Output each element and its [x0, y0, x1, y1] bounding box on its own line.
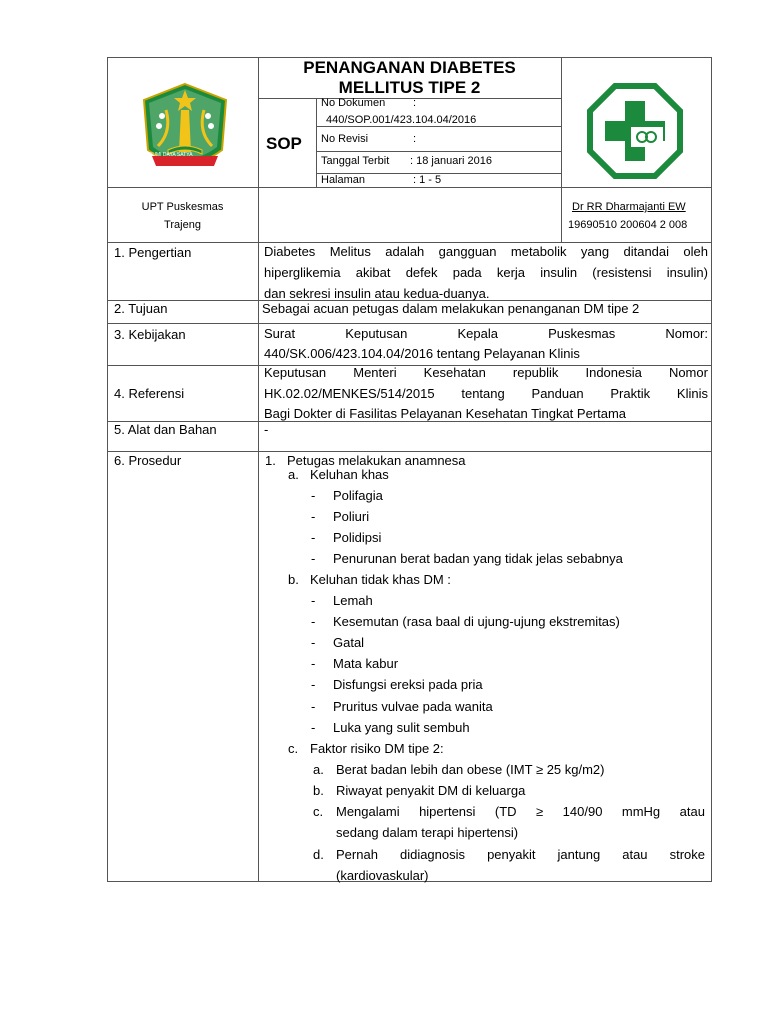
- title-divider: [258, 98, 561, 99]
- word: hipertensi: [419, 804, 476, 819]
- org-name-line1: UPT Puskesmas: [141, 201, 224, 213]
- risk-d-marker: d.: [313, 847, 324, 862]
- word: Surat: [264, 326, 296, 341]
- bullet-dash: -: [311, 551, 316, 566]
- policy-line2: 440/SK.006/423.104.04/2016 tentang Pelayanan Klinis: [264, 346, 580, 361]
- section-label-pengertian: 1. Pengertian: [114, 245, 192, 260]
- word: mmHg: [621, 804, 661, 819]
- word: stroke: [669, 847, 705, 862]
- word: Mengalami: [336, 804, 400, 819]
- reference-line2: [264, 386, 708, 401]
- list-item: Pruritus vulvae pada wanita: [333, 698, 493, 714]
- row-line-1: [107, 242, 712, 243]
- word: tentang: [461, 386, 505, 401]
- risk-a-text: Berat badan lebih dan obese (IMT ≥ 25 kg/m2): [336, 762, 605, 777]
- sub-c-marker: c.: [288, 741, 299, 756]
- reference-line3: Bagi Dokter di Fasilitas Pelayanan Kesehatan Tingkat Pertama: [264, 406, 627, 421]
- label-column-divider: [258, 242, 259, 882]
- issue-date-label: Tanggal Terbit: [321, 155, 390, 167]
- section-label-tujuan: 2. Tujuan: [114, 301, 168, 316]
- word: Puskesmas: [548, 326, 616, 341]
- bullet-dash: -: [311, 530, 316, 545]
- sub-b-marker: b.: [288, 572, 299, 587]
- row-line-6: [107, 451, 712, 452]
- list-item: Poliuri: [333, 509, 370, 524]
- word: yang: [580, 244, 610, 259]
- list-item: Mata kabur: [333, 656, 399, 672]
- puskesmas-logo-icon: [587, 83, 683, 179]
- definition-line2: [264, 265, 708, 280]
- header-divider-right: [561, 57, 562, 243]
- bullet-dash: -: [311, 719, 316, 735]
- list-item: Disfungsi ereksi pada pria: [333, 677, 483, 693]
- sub-a-marker: a.: [288, 467, 299, 482]
- word: atau: [622, 847, 648, 862]
- seal-banner-text: BUMI DAYA SATYA: [149, 152, 193, 158]
- word: insulin: [540, 265, 578, 280]
- list-item: Penurunan berat badan yang tidak jelas sebabnya: [333, 551, 623, 566]
- word: ditandai: [623, 244, 670, 259]
- word: penyakit: [487, 847, 536, 862]
- word: (resistensi: [592, 265, 652, 280]
- org-name-line2: Trajeng: [164, 219, 201, 231]
- section-label-kebijakan: 3. Kebijakan: [114, 327, 186, 342]
- regional-seal-icon: [138, 80, 232, 180]
- meta-divider-2: [316, 151, 561, 152]
- signer-name: Dr RR Dharmajanti EW: [572, 201, 686, 213]
- signer-id: 19690510 200604 2 008: [568, 219, 688, 231]
- doc-number-colon: :: [413, 97, 417, 109]
- section-label-referensi: 4. Referensi: [114, 386, 185, 401]
- word: 140/90: [562, 804, 603, 819]
- word: didiagnosis: [399, 847, 466, 862]
- step1-text: Petugas melakukan anamnesa: [287, 453, 466, 468]
- sub-c-label: Faktor risiko DM tipe 2:: [310, 741, 444, 756]
- bullet-dash: -: [311, 593, 316, 608]
- word: adalah: [385, 244, 425, 259]
- row-line-3: [107, 323, 712, 324]
- tools-text: -: [264, 422, 269, 437]
- word: Nomor: [668, 365, 708, 380]
- revision-label: No Revisi: [321, 133, 369, 145]
- word: HK.02.02/MENKES/514/2015: [264, 386, 435, 401]
- word: (TD: [494, 804, 517, 819]
- section-label-prosedur: 6. Prosedur: [114, 453, 182, 468]
- sub-b-label: Keluhan tidak khas DM :: [310, 572, 451, 587]
- sop-label: SOP: [266, 134, 302, 153]
- risk-c-marker: c.: [313, 804, 324, 819]
- doc-number-label: No Dokumen: [321, 97, 386, 109]
- word: akibat: [355, 265, 391, 280]
- bullet-dash: -: [311, 509, 316, 524]
- header-bottom-line: [107, 187, 712, 188]
- bullet-dash: -: [311, 656, 316, 672]
- risk-a-marker: a.: [313, 762, 324, 777]
- purpose-text: Sebagai acuan petugas dalam melakukan penanganan DM tipe 2: [262, 301, 640, 316]
- word: Keputusan: [345, 326, 408, 341]
- definition-line3: dan sekresi insulin atau kedua-duanya.: [264, 286, 490, 301]
- sub-a-label: Keluhan khas: [310, 467, 389, 482]
- risk-c-line1: [336, 804, 705, 819]
- list-item: Lemah: [333, 593, 373, 608]
- word: Kepala: [457, 326, 498, 341]
- word: jantung: [557, 847, 601, 862]
- document-title-line1: PENANGANAN DIABETES: [303, 58, 516, 77]
- risk-d-line1: [336, 847, 705, 862]
- risk-b-marker: b.: [313, 783, 324, 798]
- bullet-dash: -: [311, 614, 316, 630]
- word: Diabetes: [264, 244, 316, 259]
- bullet-dash: -: [311, 698, 316, 714]
- list-item: Polidipsi: [333, 530, 382, 545]
- word: metabolik: [510, 244, 567, 259]
- word: Keputusan: [264, 365, 327, 380]
- step1-number: 1.: [265, 453, 276, 468]
- word: oleh: [683, 244, 708, 259]
- reference-line1: [264, 365, 708, 380]
- word: defek: [405, 265, 438, 280]
- list-item: Luka yang sulit sembuh: [333, 719, 470, 735]
- bullet-dash: -: [311, 635, 316, 651]
- word: hiperglikemia: [264, 265, 341, 280]
- risk-d-line2: (kardiovaskular): [336, 868, 429, 883]
- list-item: Polifagia: [333, 488, 383, 503]
- page-label: Halaman: [321, 174, 366, 186]
- word: Melitus: [329, 244, 371, 259]
- word: Praktik: [610, 386, 651, 401]
- word: atau: [679, 804, 705, 819]
- word: gangguan: [438, 244, 497, 259]
- word: Indonesia: [585, 365, 642, 380]
- page-value: : 1 - 5: [413, 174, 442, 186]
- word: Klinis: [676, 386, 708, 401]
- doc-number-value: 440/SOP.001/423.104.04/2016: [326, 114, 477, 126]
- word: Panduan: [531, 386, 584, 401]
- list-item: Gatal: [333, 635, 365, 651]
- word: insulin): [666, 265, 708, 280]
- section-label-alat-bahan: 5. Alat dan Bahan: [114, 422, 217, 437]
- bullet-dash: -: [311, 677, 316, 693]
- risk-c-line2: sedang dalam terapi hipertensi): [336, 825, 519, 840]
- word: kerja: [496, 265, 526, 280]
- word: Kesehatan: [423, 365, 486, 380]
- document-title-line2: MELLITUS TIPE 2: [338, 78, 481, 97]
- word: ≥: [536, 804, 544, 819]
- risk-b-text: Riwayat penyakit DM di keluarga: [336, 783, 526, 798]
- word: Pernah: [336, 847, 378, 862]
- word: Nomor:: [665, 326, 708, 341]
- policy-line1: [264, 326, 708, 341]
- bullet-dash: -: [311, 488, 316, 503]
- issue-date-value: : 18 januari 2016: [410, 155, 492, 167]
- definition-line1: [264, 244, 708, 259]
- word: pada: [452, 265, 482, 280]
- word: republik: [512, 365, 559, 380]
- word: Menteri: [353, 365, 397, 380]
- revision-colon: :: [413, 133, 417, 145]
- list-item: Kesemutan (rasa baal di ujung-ujung ekstremitas): [333, 614, 620, 630]
- document-border: [107, 57, 712, 882]
